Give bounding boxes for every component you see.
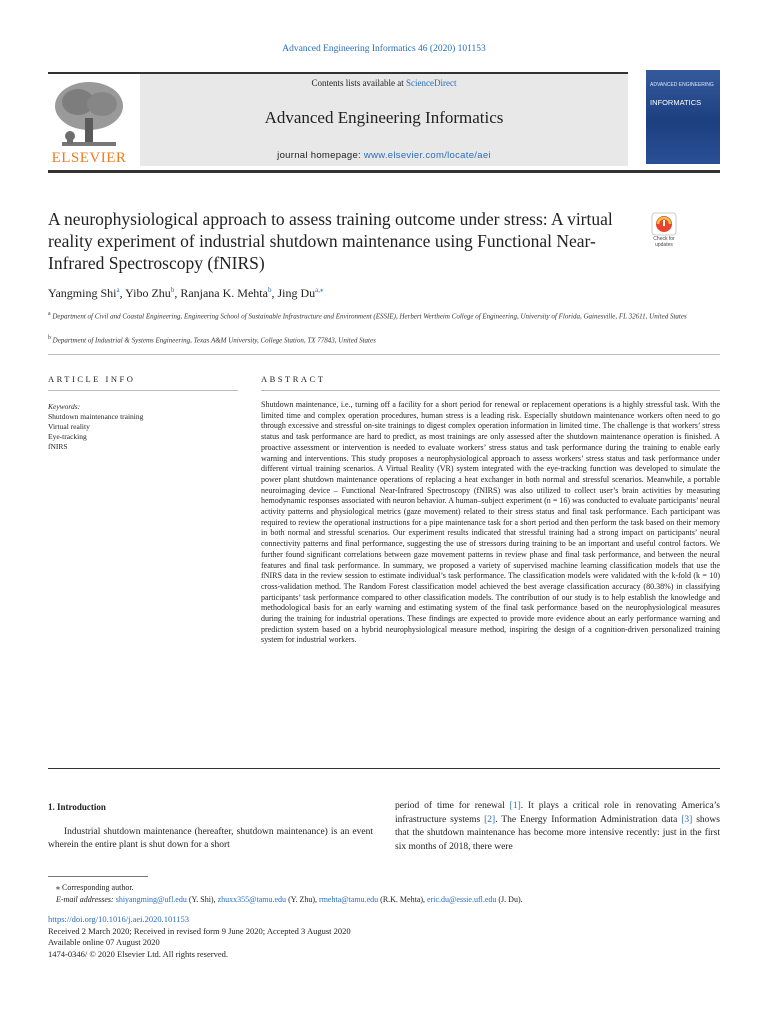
- email-owner: (Y. Shi),: [186, 895, 218, 904]
- author-name[interactable]: Jing Du: [277, 286, 316, 300]
- introduction-left-column: Industrial shutdown maintenance (hereafter, shutdown maintenance) is an event wherein the entire plant is shut down for a short: [48, 827, 373, 850]
- body-text: . It plays a critical role in renovating America’s infrastructure systems: [395, 801, 720, 825]
- copyright-line: 1474-0346/ © 2020 Elsevier Ltd. All rights reserved.: [48, 948, 228, 959]
- email-addresses: [48, 894, 720, 906]
- citation-link[interactable]: [1]: [509, 801, 521, 811]
- article-info-heading: ARTICLE INFO: [48, 374, 136, 384]
- abstract-heading: ABSTRACT: [261, 374, 326, 384]
- keyword-item: Shutdown maintenance training: [48, 412, 144, 421]
- article-info-rule: [48, 390, 238, 391]
- affiliation-marker: a: [48, 311, 51, 317]
- citation-link[interactable]: [2]: [484, 814, 496, 825]
- email-label: E-mail addresses:: [56, 895, 116, 904]
- keyword-item: fNIRS: [48, 442, 68, 451]
- body-text: shows that the shutdown maintenance has become more intensive recently: just in the first six months of 2018, there were: [395, 814, 720, 852]
- homepage-prefix: journal homepage:: [277, 150, 364, 161]
- cover-top-text: ADVANCED ENGINEERING: [650, 82, 714, 88]
- homepage-link[interactable]: www.elsevier.com/locate/aei: [363, 150, 491, 161]
- section-divider: [48, 354, 720, 355]
- contents-availability: [140, 78, 628, 88]
- author-affiliation-marker[interactable]: a: [116, 286, 120, 294]
- body-text: . The Energy Information Administration data: [495, 814, 682, 825]
- sciencedirect-link[interactable]: ScienceDirect: [406, 78, 457, 88]
- email-owner: (J. Du).: [496, 895, 523, 904]
- elsevier-wordmark: ELSEVIER: [51, 150, 127, 166]
- affiliation-a: [48, 309, 688, 321]
- publication-info: [48, 914, 720, 960]
- journal-title: Advanced Engineering Informatics: [264, 108, 504, 127]
- affiliation-marker: b: [48, 335, 51, 341]
- check-for-updates-label[interactable]: Check for updates: [653, 236, 675, 248]
- header-bottom-rule: [48, 170, 720, 173]
- author-affiliation-marker[interactable]: b: [170, 286, 175, 294]
- author-affiliation-marker[interactable]: b: [267, 286, 272, 294]
- email-link[interactable]: eric.du@essie.ufl.edu: [427, 895, 497, 904]
- affiliation-text: Department of Civil and Coastal Engineering, Engineering School of Sustainable Infrastructure and Environment (ESSIE), Herbert Wertheim College of Engineering, University of Florida, Gainesville, FL 32611, United States: [52, 312, 687, 321]
- doi-link[interactable]: https://doi.org/10.1016/j.aei.2020.101153: [48, 914, 189, 924]
- email-link[interactable]: shiyangming@ufl.edu: [115, 895, 187, 904]
- author-name[interactable]: Yangming Shi: [48, 286, 117, 300]
- cover-title-text: INFORMATICS: [650, 98, 702, 107]
- keywords-block: [48, 402, 238, 452]
- affiliation-text: Department of Industrial & Systems Engineering, Texas A&M University, College Station, TX 77843, United States: [52, 336, 376, 345]
- author-name[interactable]: Yibo Zhu: [125, 286, 171, 300]
- journal-homepage: [140, 150, 628, 161]
- introduction-right-column: [395, 800, 720, 854]
- body-text: period of time for renewal: [395, 801, 510, 811]
- abstract-text: Shutdown maintenance, i.e., turning off a facility for a short period for renewal or replacement operations is a highly stressful task. With the limited time and complex operation procedures, human stress is a leading risk. Especially shutdown maintenance workers often need to go through excessive and stressful on-site trainings to digest complex operation information in limited time. The challenge is that workers’ stress status and task performance are hard to predict, as most trainings are only assessed after the shutdown maintenance operation is finished. A proactive assessment or intervention is needed to evaluate workers’ stress status and task performance during the training to enable early warning and interventions. This study proposes a neurophysiological approach to assess workers’ stress status and task performance under different virtual training scenarios. A Virtual Reality (VR) system integrated with the eye-tracking function was developed to simulate the power plant shutdown maintenance operations of replacing a heat exchanger in both normal and stressful scenarios. Meanwhile, a portable neuroimaging device – Functional Near-Infrared Spectroscopy (fNIRS) was also utilized to collect user’s brain activities by measuring hemodynamic responses associated with neuron behavior. A human–subject experiment (n = 16) was conducted to evaluate participants’ neural activity patterns and physiological metrics (gaze movement) related to their stress status and final task performance. Each participant was required to review the operational instructions for a pipe maintenance task for a short period and then perform the task based on their memory in both normal and stressful scenarios. Our experiment results indicated that stressful training had a strong impact on participants’ neural connectivity patterns and final performance, suggesting the use of stressors during training to be an important and useful control factors. We further found significant correlations between gaze movement patterns in review phase and final task performance, and between the neural features and final task performance. In summary, we proposed a variety of supervised machine learning classification models that use the fNIRS data in the review session to estimate individual’s task performance. The classification models were validated with the k-fold (k = 10) cross-validation method. The Random Forest classification model achieved the best average classification accuracy (80.38%) in classifying participants’ task performance compared to other classification models. The contribution of our study is to help establish the knowledge and methodological basis for an early warning and estimating system of the final task performance based on the neurophysiological measures during the training for industrial operations. These findings are expected to provide more evidence about an early performance warning and prediction system based on a hybrid neurophysiological measure method, inspiring the design of a cognition-driven personalized training system for industrial workers.: [261, 400, 720, 645]
- email-owner: (Y. Zhu),: [286, 895, 320, 904]
- introduction-heading: 1. Introduction: [48, 802, 106, 812]
- keyword-item: Eye-tracking: [48, 432, 87, 441]
- affiliation-b: [48, 333, 688, 345]
- corresponding-author-note: ⁎ Corresponding author.: [56, 883, 134, 892]
- footnote-rule: [48, 876, 148, 877]
- contents-prefix: Contents lists available at: [311, 78, 406, 88]
- received-dates: Received 2 March 2020; Received in revised form 9 June 2020; Accepted 3 August 2020: [48, 925, 351, 936]
- email-link[interactable]: zhuxx355@tamu.edu: [217, 895, 287, 904]
- author-name[interactable]: Ranjana K. Mehta: [180, 286, 268, 300]
- email-owner: (R.K. Mehta),: [378, 895, 428, 904]
- keywords-label: Keywords:: [48, 402, 81, 411]
- abstract-rule: [261, 390, 720, 391]
- author-list: Yangming Shi$^a$, Yibo Zhu$^b$, Ranjana K. Mehta$^b$, Jing $Du^{a,⁎}$: [48, 286, 324, 300]
- online-date: Available online 07 August 2020: [48, 937, 160, 947]
- citation-link[interactable]: [3]: [681, 814, 693, 825]
- footnotes: [48, 882, 720, 906]
- keyword-item: Virtual reality: [48, 422, 90, 431]
- article-title: A neurophysiological approach to assess training outcome under stress: A virtual reality experiment of industrial shutdown maintenance using Functional Near-Infrared Spectroscopy (fNIRS): [48, 209, 613, 273]
- abstract-end-rule: [48, 768, 720, 769]
- author-affiliation-marker[interactable]: a,⁎: [315, 286, 324, 294]
- journal-reference-link[interactable]: Advanced Engineering Informatics 46 (2020) 101153: [282, 44, 486, 54]
- email-link[interactable]: rmehta@tamu.edu: [319, 895, 379, 904]
